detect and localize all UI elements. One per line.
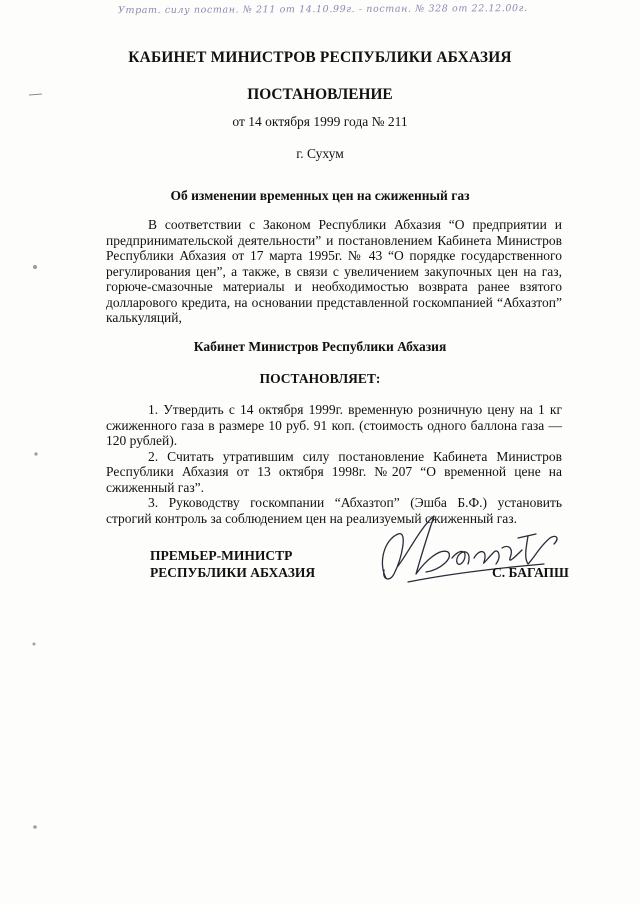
scan-artifact <box>30 640 40 648</box>
signatory-title-line-2: РЕСПУБЛИКИ АБХАЗИЯ <box>150 565 316 580</box>
subject-heading: Об изменении временных цен на сжиженный газ <box>170 188 470 203</box>
scan-artifact <box>28 92 44 98</box>
signatory-title-line-1: ПРЕМЬЕР-МИНИСТР <box>150 548 293 563</box>
handwritten-annotation: Утрат. силу постан. № 211 от 14.10.99г. - постан. № 328 от 22.12.00г. <box>117 3 528 17</box>
issuing-authority-heading: КАБИНЕТ МИНИСТРОВ РЕСПУБЛИКИ АБХАЗИЯ <box>128 49 512 66</box>
document-type-heading: ПОСТАНОВЛЕНИЕ <box>247 86 393 103</box>
signatory-name: С. БАГАПШ <box>492 565 569 580</box>
preamble-paragraph: В соответствии с Законом Республики Абхазия “О предприятии и предпринимательской деятельности” и постановлением Кабинета Министров Республики Абхазия от 17 марта 1995г. № 43 “О порядке государственного регулирования цен”, а также, в связи с увеличением закупочных цен на газ, горюче-смазочные материалы и необходимостью возврата ранее взятого долларового кредита, на основании представленной госкомпанией “Абхазтоп” калькуляций, <box>106 217 562 325</box>
scan-artifact <box>32 450 42 458</box>
cabinet-line: Кабинет Министров Республики Абхазия <box>193 339 447 354</box>
decree-item-3: 3. Руководству госкомпании “Абхазтоп” (Эшба Б.Ф.) установить строгий контроль за соблюдением цен на реализуемый сжиженный газ. <box>106 495 562 526</box>
signatory-title <box>150 547 315 581</box>
handwritten-signature <box>368 508 568 596</box>
scan-artifact <box>30 822 42 832</box>
decree-heading: ПОСТАНОВЛЯЕТ: <box>259 371 381 386</box>
city-line: г. Сухум <box>296 146 344 161</box>
decree-item-2: 2. Считать утратившим силу постановление Кабинета Министров Республики Абхазия от 13 октября 1998г. №207 “О временной цене на сжиженный газ”. <box>106 448 562 495</box>
scan-artifact <box>30 262 40 272</box>
date-and-number: от 14 октября 1999 года № 211 <box>232 114 408 129</box>
decree-item-1: 1. Утвердить с 14 октября 1999г. временную розничную цену на 1 кг сжиженного газа в размере 10 руб. 91 коп. (стоимость одного баллона газа — 120 рублей). <box>106 402 562 448</box>
